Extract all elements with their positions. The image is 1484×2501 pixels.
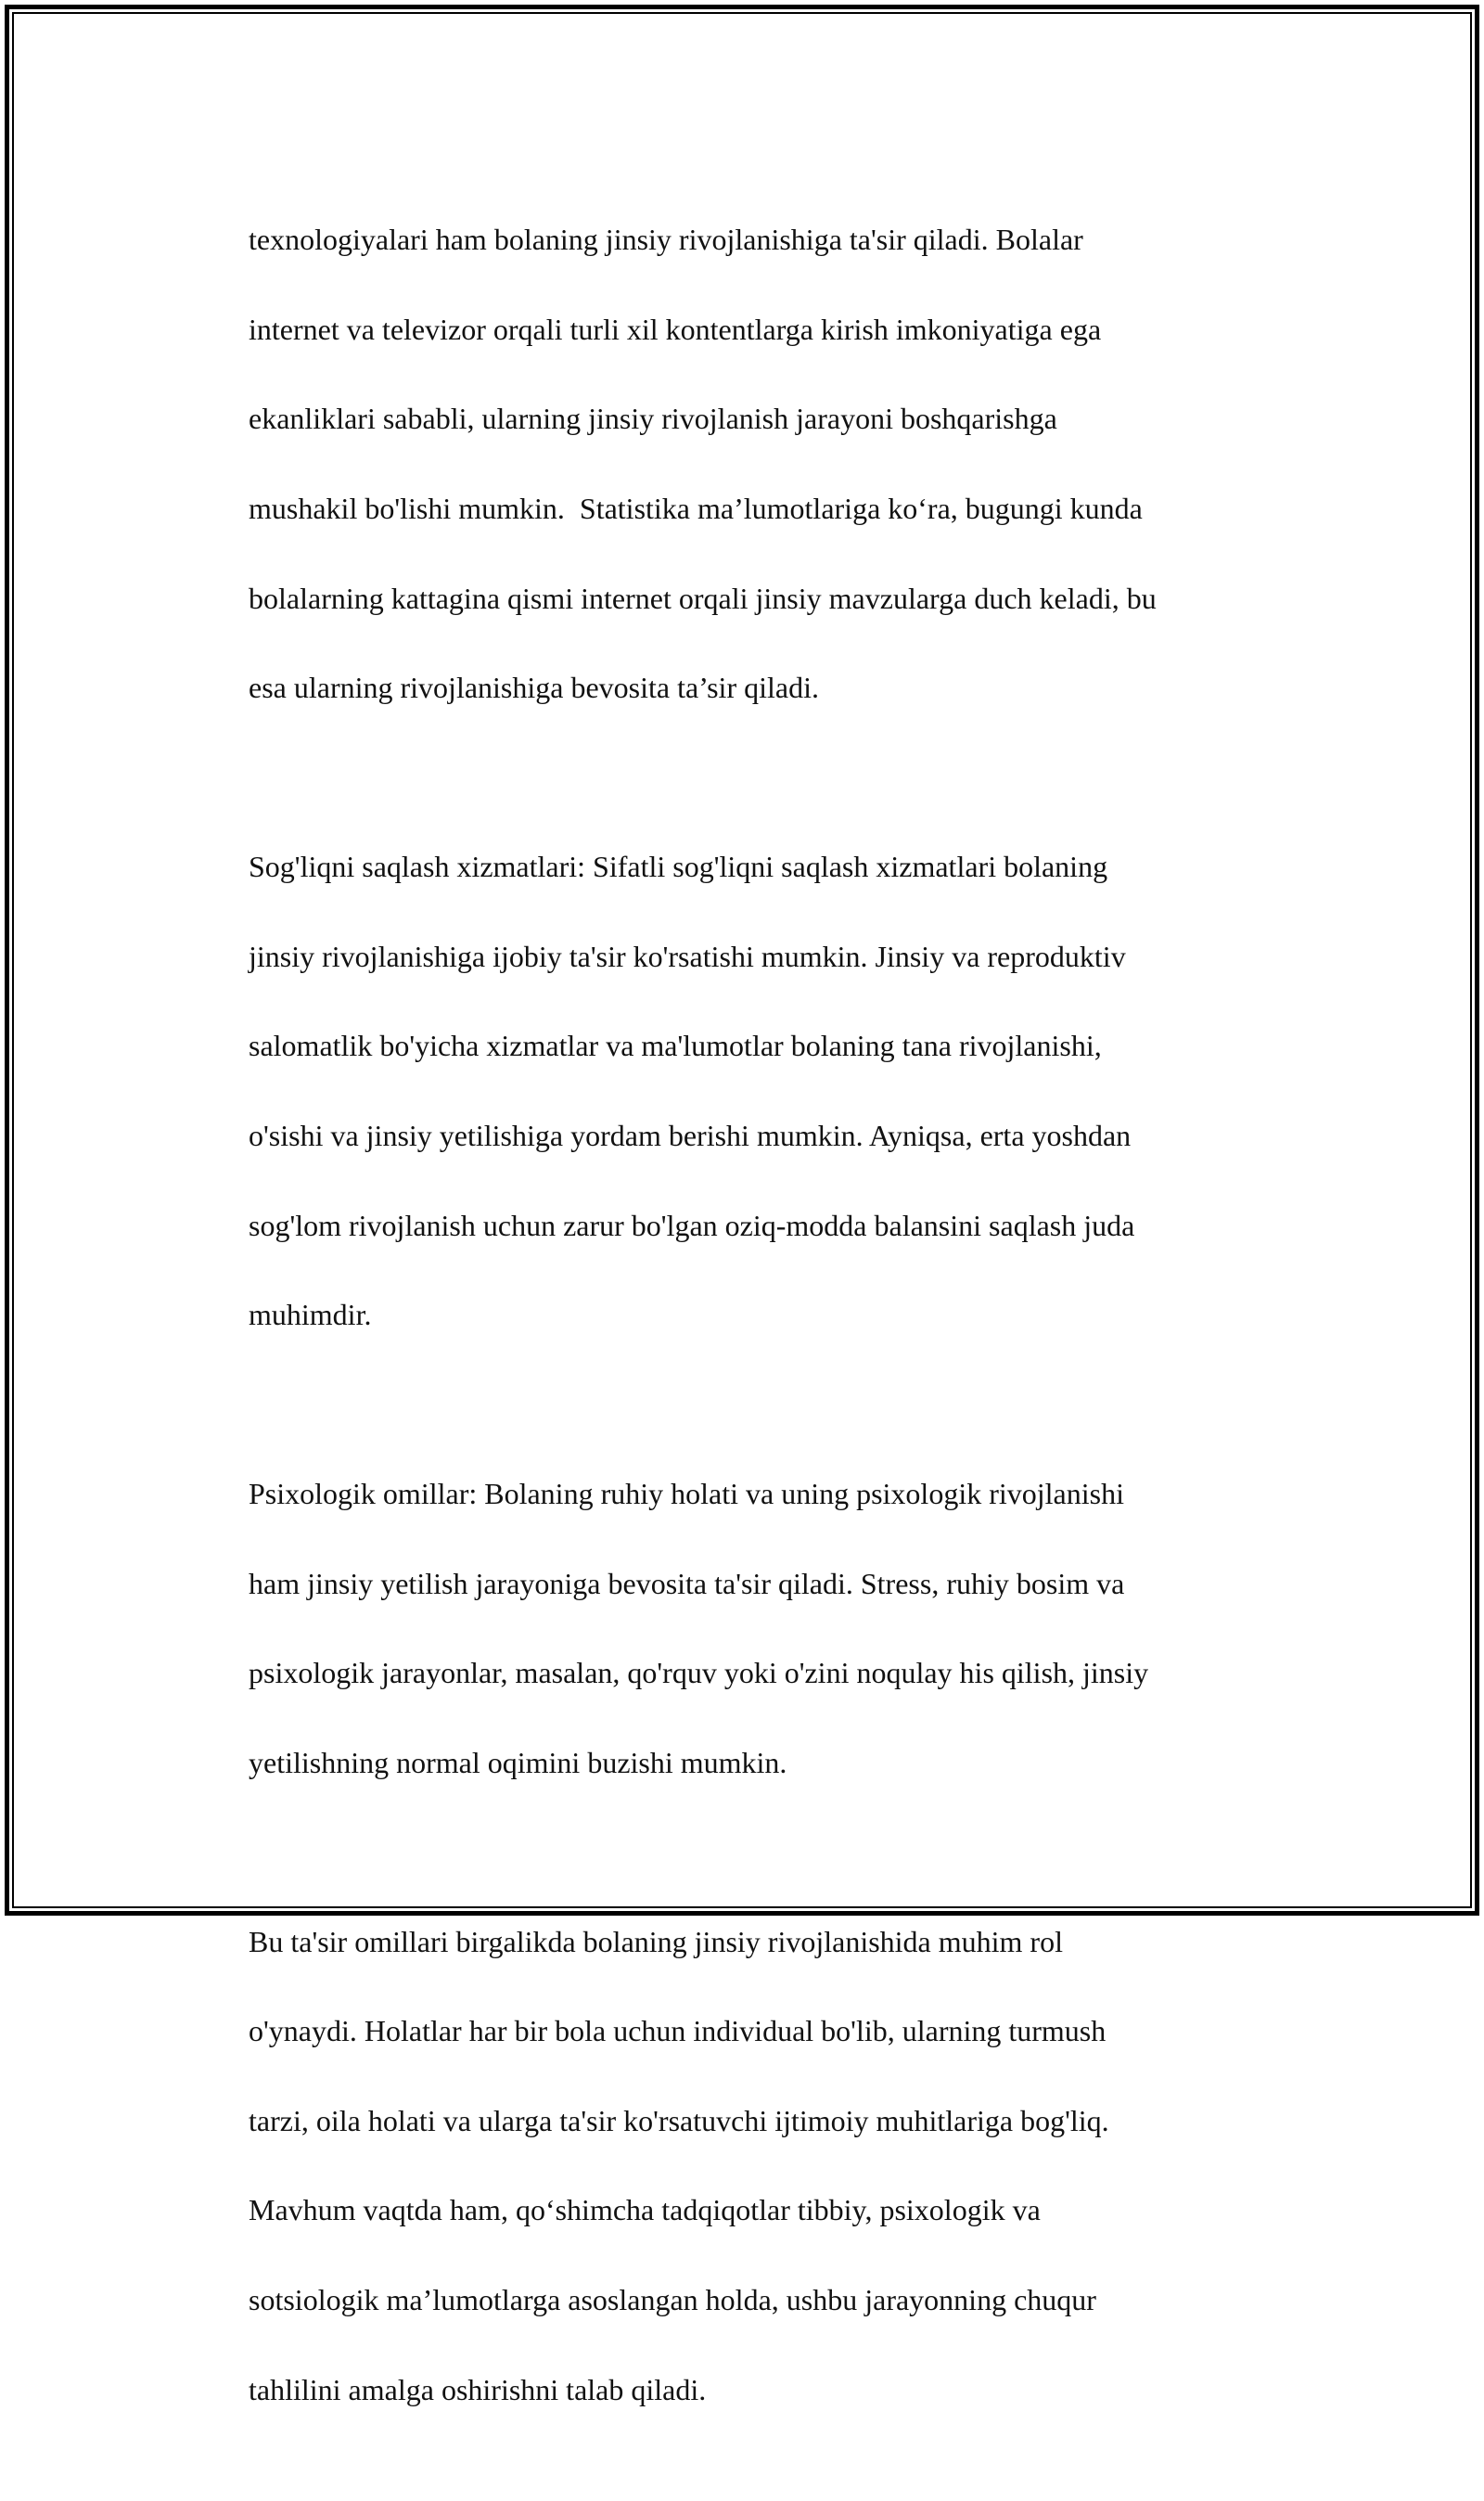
text-line: yetilishning normal oqimini buzishi mumkin. — [249, 1745, 787, 1779]
text-line: ham jinsiy yetilish jarayoniga bevosita ta'sir qiladi. Stress, ruhiy bosim va — [249, 1566, 1125, 1600]
text-line: bolalarning kattagina qismi internet orqali jinsiy mavzularga duch keladi, bu — [249, 581, 1157, 615]
text-line: Sog'liqni saqlash xizmatlari: Sifatli sog'liqni saqlash xizmatlari bolaning — [249, 850, 1108, 884]
paragraph-technology — [219, 173, 1267, 755]
document-body — [219, 173, 1267, 2501]
text-line: internet va televizor orqali turli xil kontentlarga kirish imkoniyatiga ega — [249, 312, 1102, 346]
text-line: ekanliklari sababli, ularning jinsiy rivojlanish jarayoni boshqarishga — [249, 402, 1057, 436]
text-line: o'sishi va jinsiy yetilishiga yordam berishi mumkin. Ayniqsa, erta yoshdan — [249, 1118, 1132, 1152]
text-line: tarzi, oila holati va ularga ta'sir ko'rsatuvchi ijtimoiy muhitlariga bog'liq. — [249, 2103, 1109, 2137]
paragraph-health-services — [219, 800, 1267, 1382]
text-line: sotsiologik ma’lumotlarga asoslangan holda, ushbu jarayonning chuqur — [249, 2283, 1096, 2317]
text-line: jinsiy rivojlanishiga ijobiy ta'sir ko'rsatishi mumkin. Jinsiy va reproduktiv — [249, 939, 1126, 973]
paragraph-conclusion — [219, 1874, 1267, 2456]
text-line: texnologiyalari ham bolaning jinsiy rivojlanishiga ta'sir qiladi. Bolalar — [249, 223, 1083, 257]
text-line: sog'lom rivojlanish uchun zarur bo'lgan oziq-modda balansini saqlash juda — [249, 1208, 1135, 1242]
paragraph-psychological-factors — [219, 1427, 1267, 1830]
text-line: mushakil bo'lishi mumkin. Statistika ma’lumotlariga ko‘ra, bugungi kunda — [249, 492, 1143, 526]
text-line: psixologik jarayonlar, masalan, qo'rquv yoki o'zini noqulay his qilish, jinsiy — [249, 1656, 1149, 1690]
text-line: o'ynaydi. Holatlar har bir bola uchun individual bo'lib, ularning turmush — [249, 2014, 1107, 2048]
text-line: Mavhum vaqtda ham, qo‘shimcha tadqiqotlar tibbiy, psixologik va — [249, 2193, 1041, 2227]
text-line: Psixologik omillar: Bolaning ruhiy holati va uning psixologik rivojlanishi — [249, 1477, 1124, 1511]
text-line: muhimdir. — [249, 1298, 372, 1332]
text-line: Bu ta'sir omillari birgalikda bolaning jinsiy rivojlanishida muhim rol — [249, 1924, 1063, 1958]
text-line: esa ularning rivojlanishiga bevosita ta’sir qiladi. — [249, 671, 819, 705]
text-line: tahlilini amalga oshirishni talab qiladi. — [249, 2372, 707, 2406]
text-line: salomatlik bo'yicha xizmatlar va ma'lumotlar bolaning tana rivojlanishi, — [249, 1029, 1102, 1063]
